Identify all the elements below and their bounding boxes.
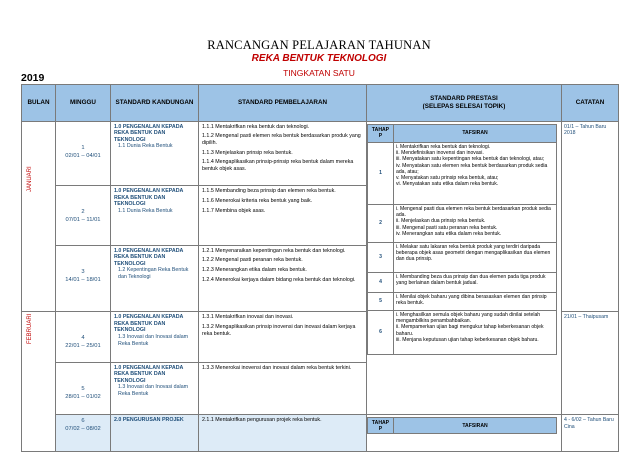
col-standard-prestasi bbox=[367, 85, 562, 122]
sk-sub: 1.1 Dunia Reka Bentuk bbox=[118, 207, 173, 214]
prestasi-level: 2 bbox=[368, 204, 394, 242]
sk-title: 1.0 PENGENALAN KEPADA REKA BENTUK DAN TEKNOLOGI bbox=[114, 123, 184, 143]
sp-cell bbox=[199, 415, 367, 452]
col-catatan: CATATAN bbox=[562, 85, 619, 122]
prestasi-line: iii. Menyatakan satu kepentingan reka bentuk dan teknologi, atau; bbox=[396, 156, 545, 163]
prestasi-line: ii. Mempamerkan ujian bagi mengukur tahap keberkesanan objek baharu. bbox=[396, 324, 544, 337]
week-dates: 02/01 – 04/01 bbox=[65, 152, 101, 159]
col-standard-prestasi-sub: (SELEPAS SELESAI TOPIK) bbox=[422, 102, 506, 110]
sk-cell bbox=[111, 186, 199, 246]
prestasi-line: iv. Menyatakan satu elemen reka bentuk berdasarkan produk sedia ada, atau; bbox=[396, 162, 548, 175]
prestasi-line: i. Melakar satu lakaran reka bentuk produk yang terdiri daripada beberapa objek asas geometri dengan mengaplikasikan dua elemen dan dua prinsip. bbox=[396, 243, 551, 263]
sk-title: 1.0 PENGENALAN KEPADA REKA BENTUK DAN TEKNOLOGI bbox=[114, 364, 184, 384]
sp-item: 1.2.4 Menerokai kerjaya dalam bidang reka bentuk dan teknologi. bbox=[202, 276, 356, 283]
sk-title: 1.0 PENGENALAN KEPADA REKA BENTUK DAN TEKNOLOGI bbox=[114, 314, 184, 334]
prestasi-desc bbox=[394, 292, 557, 310]
prestasi-level: 6 bbox=[368, 310, 394, 354]
rpt-table bbox=[21, 84, 619, 452]
week-number: 4 bbox=[81, 335, 85, 342]
sp-cell bbox=[199, 245, 367, 311]
prestasi-level: 1 bbox=[368, 142, 394, 204]
col-standard-pembelajaran: STANDARD PEMBELAJARAN bbox=[199, 85, 367, 122]
prestasi-cell bbox=[367, 121, 562, 415]
sp-cell bbox=[199, 312, 367, 362]
week-cell bbox=[56, 415, 111, 452]
sp-item: 1.1.4 Mengaplikasikan prinsip-prinsip reka bentuk dalam mereka bentuk objek asas. bbox=[202, 159, 354, 173]
prestasi-line: iv. Menerangkan satu etika dalam reka bentuk. bbox=[396, 230, 502, 237]
prestasi-line: i. Mengenal pasti dua elemen reka bentuk berdasarkan produk sedia ada. bbox=[396, 205, 551, 218]
prestasi-table bbox=[367, 124, 557, 355]
sk-title: 1.0 PENGENALAN KEPADA REKA BENTUK DAN TEKNOLOGI bbox=[114, 188, 184, 208]
week-dates: 07/02 – 08/02 bbox=[65, 426, 101, 433]
sp-item: 1.1.5 Membanding beza prinsip dan elemen reka bentuk. bbox=[202, 188, 336, 195]
table-row bbox=[22, 415, 619, 452]
prestasi-line: vi. Menyatakan satu etika dalam reka bentuk. bbox=[396, 181, 499, 188]
prestasi-table-next bbox=[367, 417, 557, 434]
sp-item: 1.3.3 Menerokai inovensi dan inovasi dalam reka bentuk terkini. bbox=[202, 364, 352, 371]
note-text: 21/01 – Thaipusam bbox=[564, 314, 609, 321]
week-number: 6 bbox=[81, 418, 85, 425]
week-cell bbox=[56, 186, 111, 246]
prestasi-line: ii. Menjelaskan dua prinsip reka bentuk. bbox=[396, 218, 486, 225]
note-cell bbox=[562, 312, 619, 415]
prestasi-line: i. Menghasilkan semula objek baharu yang sudah dinilai setelah mengambilkira penambahbaikan. bbox=[396, 311, 541, 324]
page-title: RANCANGAN PELAJARAN TAHUNAN bbox=[207, 38, 431, 52]
note-cell bbox=[562, 121, 619, 311]
week-cell bbox=[56, 312, 111, 362]
prestasi-head-desc: TAFSIRAN bbox=[394, 418, 557, 434]
week-cell bbox=[56, 121, 111, 185]
prestasi-line: iii. Mengenal pasti satu peranan reka bentuk. bbox=[396, 224, 498, 231]
col-minggu: MINGGU bbox=[56, 85, 111, 122]
prestasi-line: i. Menilai objek baharu yang dibina berasaskan elemen dan prinsip reka bentuk. bbox=[396, 293, 547, 306]
prestasi-line: iii. Menjana keputusan ujian tahap keberkesanan objek baharu. bbox=[396, 336, 539, 343]
month-cell-jan bbox=[22, 121, 56, 311]
sk-title: 1.0 PENGENALAN KEPADA REKA BENTUK DAN TEKNOLOGI bbox=[114, 247, 184, 267]
sk-cell bbox=[111, 245, 199, 311]
level-title: TINGKATAN SATU bbox=[283, 68, 355, 78]
prestasi-line: i. Membanding beza dua prinsip dan dua elemen pada tiga produk yang berlainan dalam bentuk jadual. bbox=[396, 273, 546, 286]
sk-cell bbox=[111, 121, 199, 185]
sk-cell bbox=[111, 415, 199, 452]
week-cell bbox=[56, 245, 111, 311]
month-cell-feb bbox=[22, 312, 56, 452]
sp-cell bbox=[199, 121, 367, 185]
note-text: 4 - 6/02 – Tahun Baru Cina bbox=[564, 417, 614, 430]
table-header-row bbox=[22, 85, 619, 122]
month-label-jan: JANUARI bbox=[27, 166, 33, 192]
col-standard-kandungan: STANDARD KANDUNGAN bbox=[111, 85, 199, 122]
sp-item: 1.1.6 Menerokai kriteria reka bentuk yang baik. bbox=[202, 197, 313, 204]
prestasi-desc bbox=[394, 204, 557, 242]
sp-cell bbox=[199, 186, 367, 246]
prestasi-head-desc: TAFSIRAN bbox=[394, 124, 557, 142]
note-cell bbox=[562, 415, 619, 452]
sp-item: 1.3.1 Mentakrifkan inovasi dan inovasi. bbox=[202, 314, 294, 321]
year-label: 2019 bbox=[21, 72, 45, 84]
prestasi-head-level: TAHAP P bbox=[368, 124, 394, 142]
week-number: 5 bbox=[81, 385, 85, 392]
note-text: 01/1 – Tahun Baru 2018 bbox=[564, 123, 607, 137]
prestasi-desc bbox=[394, 142, 557, 204]
col-standard-prestasi-label: STANDARD PRESTASI bbox=[430, 95, 498, 103]
sp-item: 1.3.2 Mengaplikasikan prinsip inovensi dan inovasi dalam kerjaya reka bentuk. bbox=[202, 323, 356, 337]
sk-sub: 1.3 Inovasi dan Inovasi dalam Reka Bentuk bbox=[118, 333, 189, 347]
sp-item: 1.1.2 Mengenal pasti elemen reka bentuk berdasarkan produk yang dipilih. bbox=[202, 133, 361, 147]
sk-sub: 1.1 Dunia Reka Bentuk bbox=[118, 143, 173, 150]
week-dates: 14/01 – 18/01 bbox=[65, 276, 101, 283]
prestasi-desc bbox=[394, 272, 557, 292]
sp-item: 1.1.3 Menjelaskan prinsip reka bentuk. bbox=[202, 149, 293, 156]
sk-cell bbox=[111, 312, 199, 362]
sp-cell bbox=[199, 362, 367, 415]
subject-title: REKA BENTUK TEKNOLOGI bbox=[251, 53, 387, 64]
sp-item: 1.1.7 Membina objek asas. bbox=[202, 207, 266, 214]
week-dates: 22/01 – 25/01 bbox=[65, 343, 101, 350]
sk-sub: 1.2 Kepentingan Reka Bentuk dan Teknologi bbox=[118, 267, 189, 281]
prestasi-line: i. Mentakrifkan reka bentuk dan teknologi. bbox=[396, 143, 491, 150]
week-number: 1 bbox=[81, 144, 85, 151]
col-bulan: BULAN bbox=[22, 85, 56, 122]
sp-item: 2.1.1 Mentakrifkan pengurusan projek reka bentuk. bbox=[202, 417, 322, 424]
sp-item: 1.2.1 Menyenaraikan kepentingan reka bentuk dan teknologi. bbox=[202, 247, 346, 254]
prestasi-level: 5 bbox=[368, 292, 394, 310]
sk-cell bbox=[111, 362, 199, 415]
prestasi-line: v. Menyatakan satu prinsip reka bentuk, atau; bbox=[396, 175, 499, 182]
week-number: 3 bbox=[81, 268, 85, 275]
prestasi-desc bbox=[394, 310, 557, 354]
week-dates: 07/01 – 11/01 bbox=[65, 217, 101, 224]
prestasi-line: ii. Mendefinisikan inovensi dan inovasi. bbox=[396, 149, 484, 156]
sk-title: 2.0 PENGURUSAN PROJEK bbox=[114, 417, 184, 424]
sp-item: 1.2.2 Mengenal pasti peranan reka bentuk. bbox=[202, 257, 303, 264]
sp-item: 1.1.1 Mentakrifkan reka bentuk dan teknologi. bbox=[202, 123, 310, 130]
prestasi-cell bbox=[367, 415, 562, 452]
prestasi-level: 3 bbox=[368, 242, 394, 272]
week-cell bbox=[56, 362, 111, 415]
prestasi-desc bbox=[394, 242, 557, 272]
prestasi-head-level: TAHAP P bbox=[368, 418, 394, 434]
sp-item: 1.2.3 Menerangkan etika dalam reka bentuk. bbox=[202, 267, 307, 274]
sk-sub: 1.3 Inovasi dan Inovasi dalam Reka Bentuk bbox=[118, 384, 189, 397]
week-number: 2 bbox=[81, 209, 85, 216]
month-label-feb: FEBRUARI bbox=[27, 313, 33, 345]
prestasi-level: 4 bbox=[368, 272, 394, 292]
week-dates: 28/01 – 01/02 bbox=[65, 393, 101, 400]
table-row bbox=[22, 121, 619, 185]
